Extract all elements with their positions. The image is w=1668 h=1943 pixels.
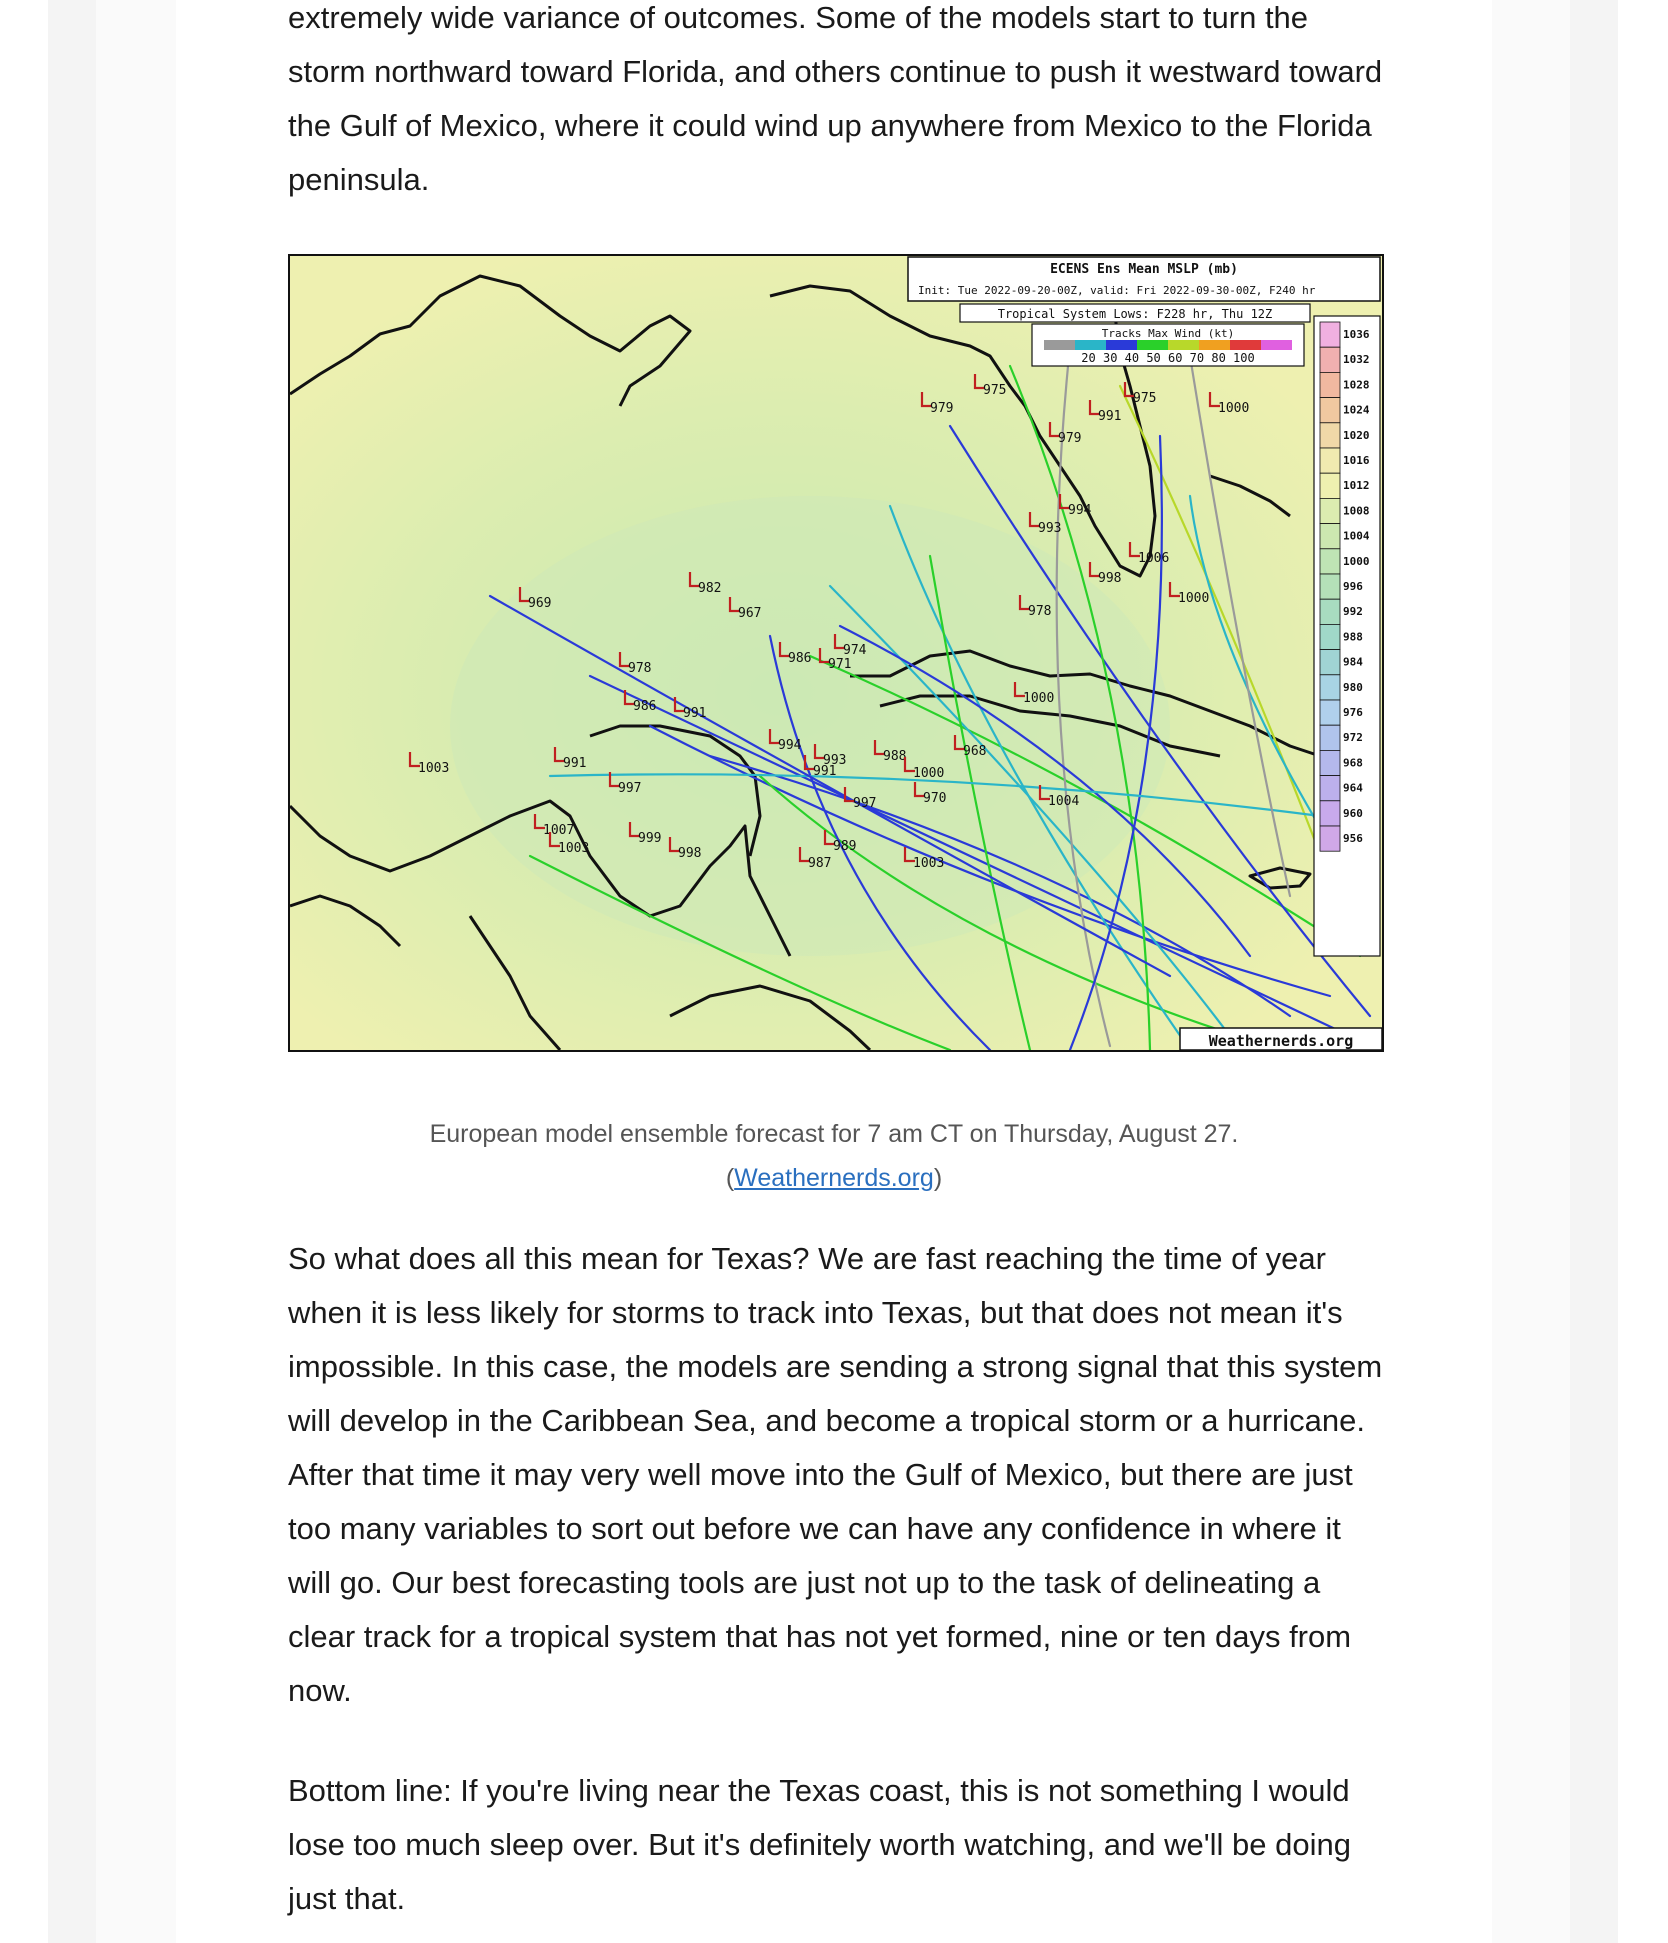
low-pressure-label: 987 xyxy=(808,856,832,871)
wind-legend-ticks: 20 30 40 50 60 70 80 100 xyxy=(1081,351,1255,365)
caption-source xyxy=(288,1156,1380,1200)
low-pressure-label: 970 xyxy=(923,791,947,806)
low-pressure-label: 978 xyxy=(628,661,652,676)
pressure-swatch xyxy=(1320,574,1340,599)
pressure-swatch xyxy=(1320,700,1340,725)
low-pressure-label: 999 xyxy=(638,831,662,846)
pressure-swatch xyxy=(1320,398,1340,423)
low-pressure-label: 971 xyxy=(828,657,852,672)
paragraph-texas: So what does all this mean for Texas? We are fast reaching the time of year when it is less likely for storms to track into Texas, but that does not mean it's impossible. In this case, the models are sending a strong signal that this system will develop in the Caribbean Sea, and become a tropical storm or a hurricane. After that time it may very well move into the Gulf of Mexico, but there are just too many variables to sort out before we can have any confidence in where it will go. Our best forecasting tools are just not up to the task of delineating a clear track for a tropical system that has not yet formed, nine or ten days from now. xyxy=(288,1241,1383,1708)
pressure-swatch xyxy=(1320,524,1340,549)
pressure-swatch xyxy=(1320,423,1340,448)
wind-legend-swatch xyxy=(1106,340,1137,350)
caption-text: European model ensemble forecast for 7 am CT on Thursday, August 27. xyxy=(429,1120,1239,1148)
low-pressure-label: 1000 xyxy=(1023,691,1055,706)
pressure-scale-label: 1024 xyxy=(1343,403,1370,417)
low-pressure-label: 979 xyxy=(930,401,954,416)
pressure-scale-label: 956 xyxy=(1343,832,1363,845)
pressure-swatch xyxy=(1320,549,1340,574)
map-lows-line: Tropical System Lows: F228 hr, Thu 12Z xyxy=(997,307,1273,321)
wind-legend-swatch xyxy=(1044,340,1075,350)
low-pressure-label: 986 xyxy=(633,699,657,714)
pressure-scale-label: 964 xyxy=(1343,781,1363,795)
low-pressure-label: 988 xyxy=(883,749,907,764)
map-title: ECENS Ens Mean MSLP (mb) xyxy=(1050,262,1238,277)
pressure-scale-label: 1008 xyxy=(1343,504,1370,518)
pressure-swatch xyxy=(1320,372,1340,397)
wind-legend-colorbar xyxy=(1044,340,1292,350)
pressure-scale-label: 1020 xyxy=(1343,428,1370,442)
low-pressure-label: 982 xyxy=(698,581,722,596)
low-pressure-label: 1003 xyxy=(558,841,590,856)
caption-source-link[interactable]: Weathernerds.org xyxy=(734,1164,934,1192)
low-pressure-label: 998 xyxy=(678,846,702,861)
paragraph-bottom-line: Bottom line: If you're living near the Texas coast, this is not something I would lose too much sleep over. But it's definitely worth watching, and we'll be doing just that. xyxy=(288,1773,1351,1916)
pressure-swatch xyxy=(1320,826,1340,851)
low-pressure-label: 994 xyxy=(778,738,802,753)
pressure-swatch xyxy=(1320,322,1340,347)
low-pressure-label: 991 xyxy=(563,756,587,771)
pressure-scale-label: 1028 xyxy=(1343,378,1370,392)
low-pressure-shading xyxy=(450,496,1170,956)
pressure-scale-label: 1004 xyxy=(1343,529,1370,543)
pressure-scale-label: 1032 xyxy=(1343,353,1370,367)
pressure-swatch xyxy=(1320,776,1340,801)
pressure-scale-label: 1016 xyxy=(1343,454,1370,467)
low-pressure-label: 974 xyxy=(843,643,867,658)
pressure-swatch xyxy=(1320,624,1340,649)
pressure-scale-label: 968 xyxy=(1343,756,1363,770)
low-pressure-label: 975 xyxy=(1133,391,1157,406)
low-pressure-label: 991 xyxy=(813,764,837,779)
pressure-scale-label: 992 xyxy=(1343,605,1363,619)
low-pressure-label: 1003 xyxy=(913,856,945,871)
low-pressure-label: 989 xyxy=(833,839,857,854)
pressure-scale-label: 1012 xyxy=(1343,479,1370,493)
low-pressure-label: 1000 xyxy=(913,766,945,781)
pressure-scale-label: 976 xyxy=(1343,706,1363,719)
low-pressure-label: 1003 xyxy=(418,761,450,776)
forecast-map-figure xyxy=(288,254,1384,1052)
low-pressure-label: 968 xyxy=(963,744,987,759)
pressure-swatch xyxy=(1320,599,1340,624)
caption-close-paren: ) xyxy=(933,1164,943,1192)
pressure-swatch xyxy=(1320,498,1340,523)
pressure-swatch xyxy=(1320,448,1340,473)
wind-legend-swatch xyxy=(1230,340,1261,350)
ensemble-track-map xyxy=(290,256,1382,1050)
pressure-swatch xyxy=(1320,675,1340,700)
pressure-swatch xyxy=(1320,650,1340,675)
low-pressure-label: 994 xyxy=(1068,503,1092,518)
low-pressure-label: 991 xyxy=(683,706,707,721)
low-pressure-label: 969 xyxy=(528,596,552,611)
wind-legend-swatch xyxy=(1137,340,1168,350)
low-pressure-label: 975 xyxy=(983,383,1007,398)
low-pressure-label: 986 xyxy=(788,651,812,666)
wind-legend-swatch xyxy=(1168,340,1199,350)
pressure-scale-label: 972 xyxy=(1343,731,1363,745)
watermark: Weathernerds.org xyxy=(1208,1032,1354,1050)
figure-caption xyxy=(288,1112,1380,1200)
low-pressure-label: 978 xyxy=(1028,604,1052,619)
low-pressure-label: 993 xyxy=(823,753,847,768)
pressure-scale-label: 980 xyxy=(1343,680,1363,694)
pressure-scale-label: 988 xyxy=(1343,630,1363,644)
low-pressure-label: 997 xyxy=(853,796,877,811)
pressure-scale-label: 996 xyxy=(1343,580,1363,593)
wind-legend-swatch xyxy=(1261,340,1292,350)
low-pressure-label: 998 xyxy=(1098,571,1122,586)
wind-legend-swatch xyxy=(1075,340,1106,350)
wind-legend-swatch xyxy=(1199,340,1230,350)
pressure-swatch xyxy=(1320,801,1340,826)
low-pressure-label: 1007 xyxy=(543,823,575,838)
pressure-swatch xyxy=(1320,750,1340,775)
pressure-swatch xyxy=(1320,473,1340,498)
pressure-scale-label: 960 xyxy=(1343,806,1363,820)
low-pressure-label: 1004 xyxy=(1048,794,1080,809)
low-pressure-label: 1000 xyxy=(1218,401,1250,416)
pressure-scale-label: 1036 xyxy=(1343,328,1370,341)
low-pressure-label: 1006 xyxy=(1138,551,1170,566)
paragraph-intro: extremely wide variance of outcomes. Some of the models start to turn the storm northward toward Florida, and others continue to push it westward toward the Gulf of Mexico, where it could wind up anywhere from Mexico to the Florida peninsula. xyxy=(288,0,1383,197)
wind-legend-title: Tracks Max Wind (kt) xyxy=(1101,327,1235,340)
caption-open-paren: ( xyxy=(725,1164,735,1192)
low-pressure-label: 997 xyxy=(618,781,642,796)
pressure-scale-label: 984 xyxy=(1343,655,1363,669)
low-pressure-label: 991 xyxy=(1098,409,1122,424)
low-pressure-label: 979 xyxy=(1058,431,1082,446)
low-pressure-label: 1000 xyxy=(1178,591,1210,606)
map-init-line: Init: Tue 2022-09-20-00Z, valid: Fri 2022-09-30-00Z, F240 hr xyxy=(918,284,1316,297)
pressure-swatch xyxy=(1320,347,1340,372)
low-pressure-label: 993 xyxy=(1038,521,1062,536)
pressure-scale-label: 1000 xyxy=(1343,554,1370,568)
low-pressure-label: 967 xyxy=(738,606,762,621)
pressure-swatch xyxy=(1320,725,1340,750)
